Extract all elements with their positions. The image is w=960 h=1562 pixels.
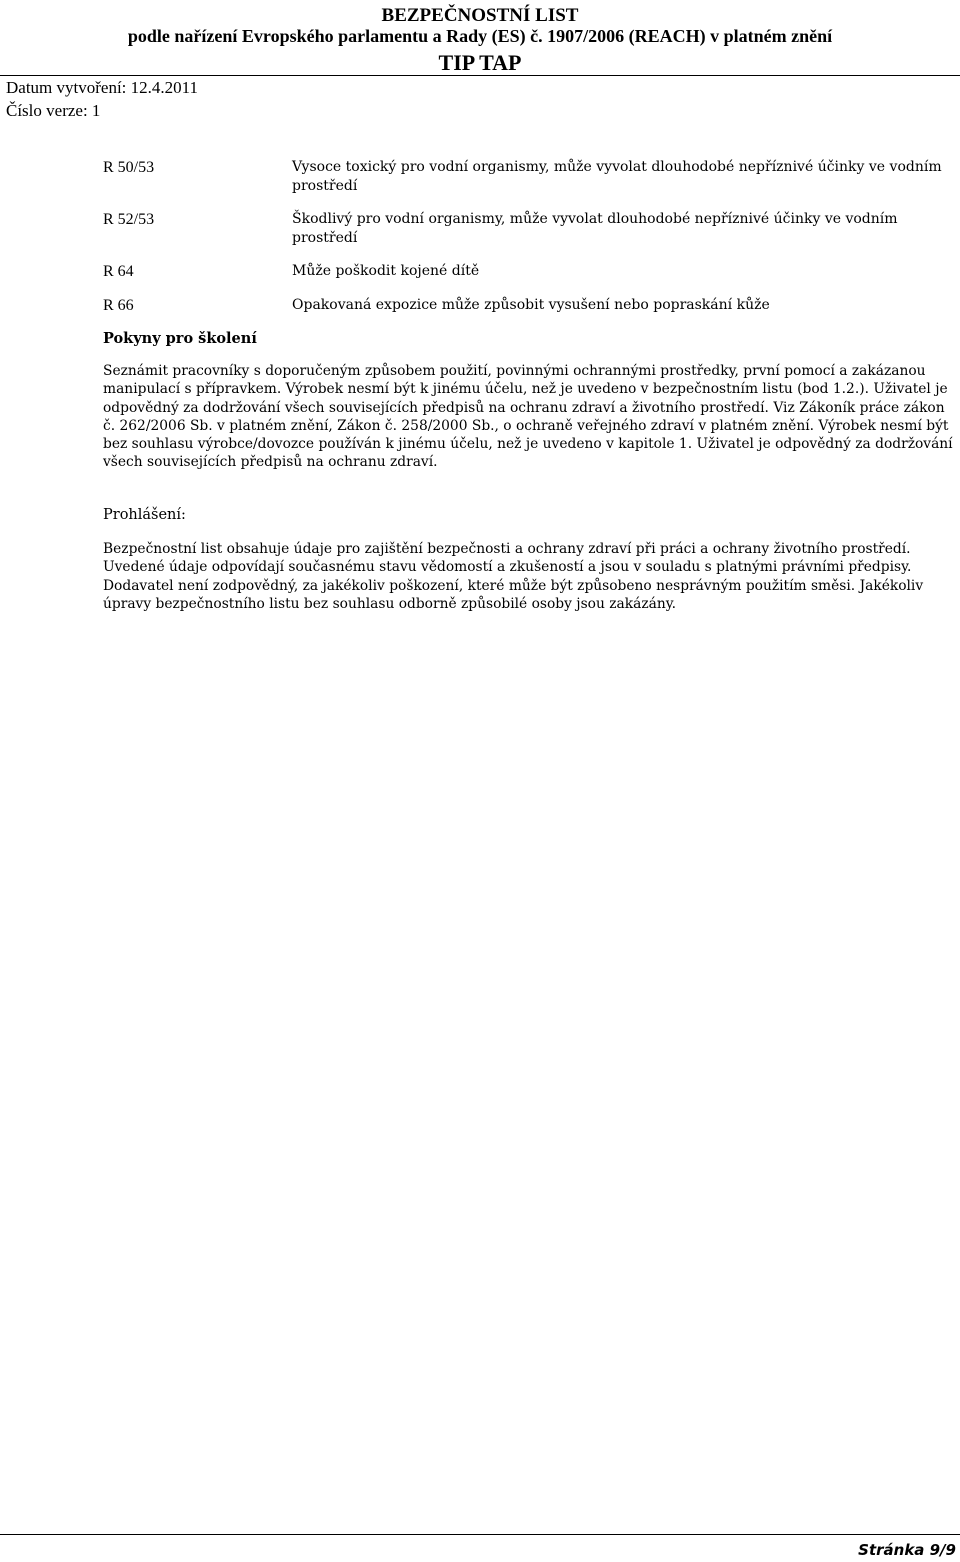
document-title: BEZPEČNOSTNÍ LIST	[381, 5, 579, 26]
declaration-paragraph: Bezpečnostní list obsahuje údaje pro zajištění bezpečnosti a ochrany zdraví při práci a ochrany životního prostředí. Uvedené údaje odpovídají současnému stavu vědomostí a zkušeností a jsou v souladu s platnými právními předpisy. Dodavatel není zodpovědný, za jakékoliv poškození, které může být způsobeno nesprávným použitím směsi. Jakékoliv úpravy bezpečnostního listu bez souhlasu odborně způsobilé osoby jsou zakázány.	[103, 541, 924, 612]
risk-phrase-code: R 66	[103, 297, 134, 314]
risk-phrase-text: Vysoce toxický pro vodní organismy, může vyvolat dlouhodobé nepříznivé účinky ve vodním prostředí	[292, 159, 942, 194]
creation-date: Datum vytvoření: 12.4.2011	[6, 78, 199, 97]
training-heading: Pokyny pro školení	[103, 330, 257, 347]
risk-phrase-text: Škodlivý pro vodní organismy, může vyvolat dlouhodobé nepříznivé účinky ve vodním prostředí	[292, 211, 898, 246]
training-paragraph: Seznámit pracovníky s doporučeným způsobem použití, povinnými ochrannými prostředky, první pomocí a zakázanou manipulací s přípravkem. Výrobek nesmí být k jinému účelu, než je uvedeno v bezpečnostním listu (bod 1.2.). Uživatel je odpovědný za dodržování všech souvisejících předpisů na ochranu zdraví a životního prostředí. Viz Zákoník práce zákon č. 262/2006 Sb. v platném znění, Zákon č. 258/2000 Sb., o ochraně veřejného zdraví v platném znění. Výrobek nesmí být bez souhlasu výrobce/dovozce používán k jinému účelu, než je uvedeno v kapitole 1. Uživatel je odpovědný za dodržování všech souvisejících předpisů na ochranu zdraví.	[103, 363, 953, 471]
footer-divider	[0, 1534, 960, 1535]
declaration-heading: Prohlášení:	[103, 507, 186, 523]
version-number: Číslo verze: 1	[6, 101, 101, 120]
page-number: Stránka 9/9	[858, 1541, 956, 1559]
product-name: TIP TAP	[438, 50, 522, 75]
regulation-subtitle: podle nařízení Evropského parlamentu a Rady (ES) č. 1907/2006 (REACH) v platném znění	[127, 26, 833, 46]
document-header	[0, 0, 960, 124]
risk-phrase-code: R 52/53	[103, 211, 155, 228]
risk-phrase-row	[103, 210, 953, 248]
risk-phrase-text: Opakovaná expozice může způsobit vysušení nebo popraskání kůže	[292, 297, 770, 313]
risk-phrases-list	[103, 158, 953, 330]
risk-phrase-row	[103, 158, 953, 196]
risk-phrase-code: R 50/53	[103, 159, 155, 176]
risk-phrase-row	[103, 296, 953, 316]
risk-phrase-code: R 64	[103, 263, 134, 280]
risk-phrase-row	[103, 262, 953, 282]
risk-phrase-text: Může poškodit kojené dítě	[292, 263, 480, 279]
